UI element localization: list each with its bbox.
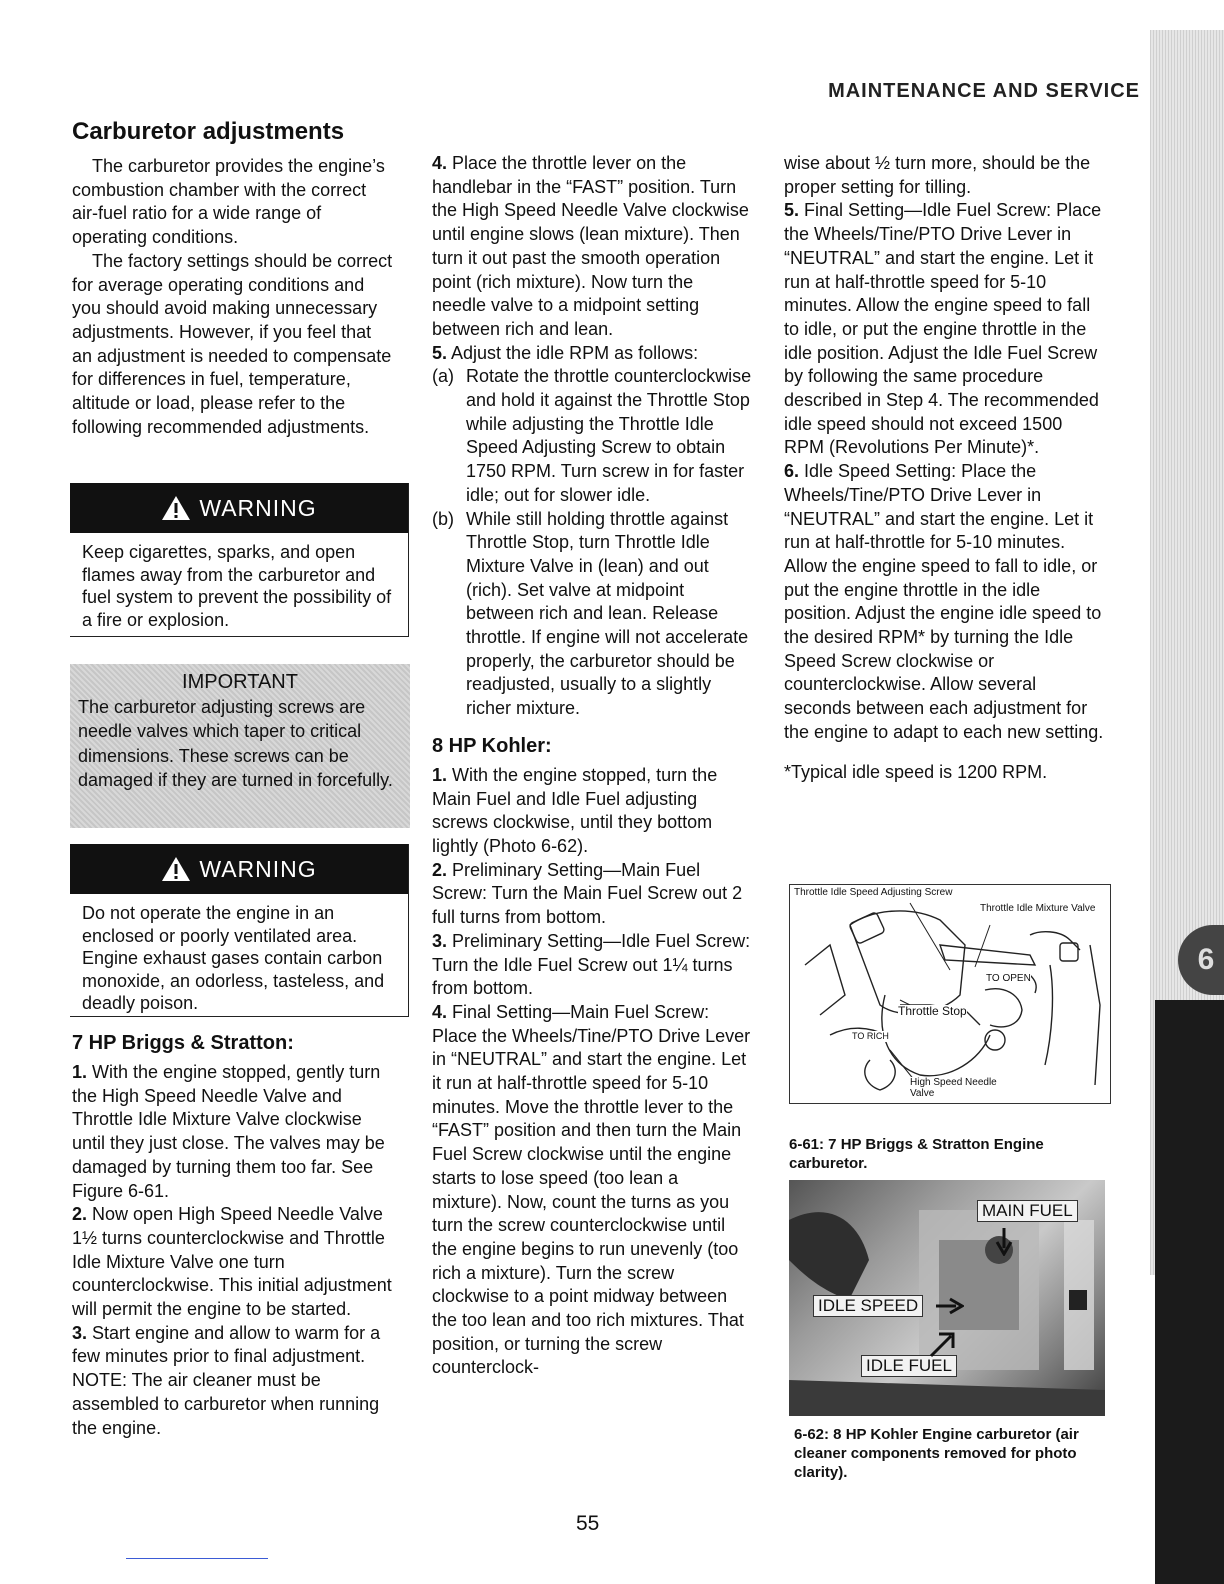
kohler-step-3: 3. Preliminary Setting—Idle Fuel Screw: Turn the Idle Fuel Screw out 1¼ turns from bottom. [432, 930, 751, 999]
label-idle-speed-screw: Throttle Idle Speed Adjusting Screw [794, 887, 953, 898]
warning-label: WARNING [199, 855, 317, 882]
arrow-right-icon [936, 1296, 964, 1316]
briggs-step-5: 5. Adjust the idle RPM as follows: [432, 342, 699, 363]
briggs-step-2: 2. Now open High Speed Needle Valve 1½ turns counterclockwise and Throttle Idle Mixture Valve one turn counterclockwise. This initial adjustment will permit the engine to be started. [72, 1204, 392, 1320]
intro-paragraph-2: The factory settings should be correct for average operating conditions and you should avoid making unnecessary adjustments. However, if you feel that an adjustment is needed to compensate for differences in fuel, temperature, altitude or load, please refer to the following recommended adjustments. [72, 250, 393, 437]
carburetor-diagram [790, 885, 1110, 1103]
footer-rule [126, 1558, 268, 1559]
kohler-step-4: 4. Final Setting—Main Fuel Screw: Place the Wheels/Tine/PTO Drive Lever in “NEUTRAL” and start the engine. Let it run at half-throttle speed for 5-10 minutes. Move the throttle lever to the “FAST” position and then turn the Main Fuel Screw clockwise until the engine starts to lose speed (too lean a mixture). Now, count the turns as you turn the screw counterclockwise until the engine begins to run unevenly (too rich a mixture). Turn the screw clockwise to a point midway between the too lean and too rich mixtures. That position, or turning the screw counterclock- [432, 1001, 751, 1378]
briggs-substep-b: (b) While still holding throttle against Throttle Stop, turn Throttle Idle Mixture Valve in (lean) and out (rich). Set valve at midpoint between rich and lean. Release throttle. If engine will not accelerate properly, the carburetor should be readjusted, usually to a slightly richer mixture. [432, 508, 749, 719]
kohler-step-1: 1. With the engine stopped, turn the Main Fuel and Idle Fuel adjusting screws clockwise, until they bottom lightly (Photo 6-62). [432, 764, 718, 856]
important-text: The carburetor adjusting screws are needle valves which taper to critical dimensions. These screws can be damaged if they are turned in forcefully. [78, 696, 393, 790]
column-2 [432, 152, 752, 1380]
briggs-step-4: 4. Place the throttle lever on the handlebar in the “FAST” position. Turn the High Speed Needle Valve clockwise until engine slows (lean mixture). Then turn it out past the smooth operation point (rich mixture). Now turn the needle valve to a midpoint setting between rich and lean. [432, 153, 749, 339]
briggs-step-1: 1. With the engine stopped, gently turn the High Speed Needle Valve and Throttle Idle Mixture Valve clockwise until they just close. The valves may be damaged by turning them too far. See Figure 6-61. [72, 1062, 385, 1201]
intro-paragraph-1: The carburetor provides the engine’s combustion chamber with the correct air-fuel ratio for a wide range of operating conditions. [72, 156, 385, 248]
warning-header [70, 483, 408, 533]
kohler-step-2: 2. Preliminary Setting—Main Fuel Screw: Turn the Main Fuel Screw out 2 full turns from bottom. [432, 859, 743, 928]
label-idle-mixture-valve: Throttle Idle Mixture Valve [980, 903, 1100, 914]
briggs-step-3: 3. Start engine and allow to warm for a few minutes prior to final adjustment. NOTE: The air cleaner must be assembled to carburetor when running the engine. [72, 1322, 381, 1438]
warning-text: Do not operate the engine in an enclosed or poorly ventilated area. Engine exhaust gases contain carbon monoxide, an odorless, tasteless, and deadly poison. [82, 903, 385, 1013]
figure-6-61 [789, 884, 1111, 1104]
warning-text: Keep cigarettes, sparks, and open flames away from the carburetor and fuel system to prevent the possibility of a fire or explosion. [82, 542, 392, 630]
warning-triangle-icon [161, 856, 191, 882]
briggs-title: 7 HP Briggs & Stratton: [72, 1032, 294, 1054]
column-1 [72, 155, 394, 439]
kohler-step-4-cont: wise about ½ turn more, should be the proper setting for tilling. [784, 153, 1091, 197]
label-idle-fuel: IDLE FUEL [861, 1355, 957, 1377]
figure-6-62-photo [789, 1180, 1105, 1416]
label-main-fuel: MAIN FUEL [977, 1200, 1078, 1222]
kohler-title: 8 HP Kohler: [432, 734, 552, 757]
figure-6-61-caption: 6-61: 7 HP Briggs & Stratton Engine carburetor. [789, 1136, 1044, 1172]
label-to-open: TO OPEN [986, 973, 1031, 984]
arrow-down-icon [994, 1228, 1014, 1256]
label-high-speed-needle: High Speed Needle Valve [910, 1077, 1022, 1099]
page-title: Carburetor adjustments [72, 118, 345, 145]
column-3 [784, 152, 1106, 784]
briggs-substep-a: (a) Rotate the throttle counterclockwise and hold it against the Throttle Stop while adjusting the Throttle Idle Speed Adjusting Screw to obtain 1750 RPM. Turn screw in for faster idle; out for slower idle. [432, 366, 752, 505]
figure-6-62-caption: 6-62: 8 HP Kohler Engine carburetor (air cleaner components removed for photo clarity). [794, 1426, 1079, 1481]
kohler-step-6: 6. Idle Speed Setting: Place the Wheels/Tine/PTO Drive Lever in “NEUTRAL” and start the engine. Let it run at half-throttle for 5-10 minutes. Allow the engine speed to fall to idle, or put the engine throttle in the idle position. Adjust the engine idle speed to the desired RPM* by turning the Idle Speed Screw clockwise or counterclockwise. Allow several seconds between each adjustment for the engine to adapt to each new setting. [784, 461, 1104, 742]
warning-box-2 [70, 844, 409, 1017]
arrow-up-right-icon [929, 1330, 957, 1358]
chapter-tab [1155, 1000, 1224, 1584]
label-idle-speed: IDLE SPEED [813, 1295, 923, 1317]
briggs-section [72, 1032, 394, 1440]
label-to-rich: TO RICH [852, 1031, 889, 1041]
warning-triangle-icon [161, 495, 191, 521]
kohler-step-5: 5. Final Setting—Idle Fuel Screw: Place the Wheels/Tine/PTO Drive Lever in “NEUTRAL” and start the engine. Let it run at half-throttle speed for 5-10 minutes. Allow the engine speed to fall to idle, or put the engine throttle in the idle position. Adjust the Idle Fuel Screw by following the same procedure described in Step 4. The recommended idle speed should not exceed 1500 RPM (Revolutions Per Minute)*. [784, 200, 1102, 458]
footnote: *Typical idle speed is 1200 RPM. [784, 761, 1048, 782]
page-number: 55 [576, 1512, 600, 1535]
warning-box-1 [70, 483, 409, 637]
warning-label: WARNING [199, 494, 317, 521]
important-label: IMPORTANT [182, 671, 298, 693]
label-throttle-stop: Throttle Stop [898, 1004, 967, 1018]
chapter-tab-number: 6 [1197, 943, 1215, 976]
section-header: MAINTENANCE AND SERVICE [828, 80, 1140, 102]
important-box [70, 664, 410, 828]
warning-header [70, 844, 408, 894]
